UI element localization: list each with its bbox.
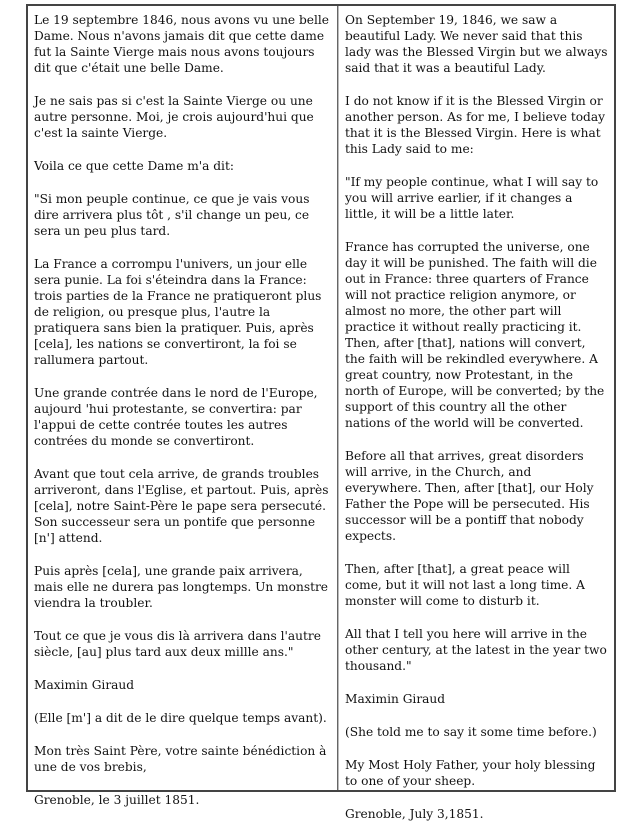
fr-date-place: Grenoble, le 3 juillet 1851. (34, 793, 200, 807)
en-paragraph-2: I do not know if it is the Blessed Virgin or another person. As for me, I believe today that it is the Blessed Virgin. Here is what this Lady said to me: (345, 94, 606, 156)
fr-blessing: Mon très Saint Père, votre sainte bénédiction à une de vos brebis, (34, 744, 327, 774)
fr-paragraph-9: Tout ce que je vous dis là arrivera dans l'autre siècle, [au] plus tard aux deux millle ans." (34, 629, 321, 659)
en-paragraph-6: Then, after [that], a great peace will come, but it will not last a long time. A monster will come to disturb it. (345, 562, 585, 608)
en-paragraph-5: Before all that arrives, great disorders will arrive, in the Church, and everywhere. Then, after [that], our Holy Father the Pope will be persecuted. His successor will be a pontiff that nobody expects. (345, 449, 594, 543)
en-note: (She told me to say it some time before.) (345, 725, 597, 739)
fr-paragraph-1: Le 19 septembre 1846, nous avons vu une belle Dame. Nous n'avons jamais dit que cette dame fut la Sainte Vierge mais nous avons toujours dit que c'était une belle Dame. (34, 13, 330, 75)
en-date-place: Grenoble, July 3,1851. (345, 807, 484, 821)
bilingual-letter-table (26, 4, 616, 821)
french-column (28, 6, 338, 807)
fr-note: (Elle [m'] a dit de le dire quelque temps avant). (34, 711, 327, 725)
fr-signature: Maximin Giraud (34, 678, 135, 692)
fr-paragraph-5: La France a corrompu l'univers, un jour elle sera punie. La foi s'éteindra dans la France: trois parties de la France ne pratiqueront plus de religion, ou presque plus, l'autre la pratiquera sans bien la pratiquer. Puis, après [cela], les nations se convertiront, la foi se rallumera partout. (34, 257, 322, 367)
fr-paragraph-6: Une grande contrée dans le nord de l'Europe, aujourd 'hui protestante, se convertira: par l'appui de cette contrée toutes les autres contrées du monde se convertiront. (34, 386, 318, 448)
en-blessing: My Most Holy Father, your holy blessing to one of your sheep. (345, 758, 596, 788)
en-paragraph-3: "If my people continue, what I will say to you will arrive earlier, if it changes a little, it will be a little later. (345, 175, 599, 221)
en-paragraph-1: On September 19, 1846, we saw a beautiful Lady. We never said that this lady was the Blessed Virgin but we always said that it was a beautiful Lady. (345, 13, 608, 75)
fr-paragraph-2: Je ne sais pas si c'est la Sainte Vierge ou une autre personne. Moi, je crois aujourd'hui que c'est la sainte Vierge. (34, 94, 314, 140)
en-paragraph-4: France has corrupted the universe, one day it will be punished. The faith will die out in France: three quarters of France will not practice religion anymore, or almost no more, the other part will practice it without really practicing it. Then, after [that], nations will convert, the faith will be rekindled everywhere. A great country, now Protestant, in the north of Europe, will be converted; by the support of this country all the other nations of the world will be converted. (345, 240, 605, 430)
fr-paragraph-7: Avant que tout cela arrive, de grands troubles arriveront, dans l'Eglise, et partout. Puis, après [cela], notre Saint-Père le pape sera persecuté. Son successeur sera un pontife que personne [n'] attend. (34, 467, 329, 545)
en-paragraph-7: All that I tell you here will arrive in the other century, at the latest in the year two thousand." (345, 627, 607, 673)
fr-paragraph-4: "Si mon peuple continue, ce que je vais vous dire arrivera plus tôt , s'il change un peu, ce sera un peu plus tard. (34, 192, 310, 238)
fr-paragraph-3: Voila ce que cette Dame m'a dit: (34, 159, 234, 173)
en-signature: Maximin Giraud (345, 692, 446, 706)
english-column (338, 6, 614, 821)
fr-paragraph-8: Puis après [cela], une grande paix arrivera, mais elle ne durera pas longtemps. Un monstre viendra la troubler. (34, 564, 329, 610)
